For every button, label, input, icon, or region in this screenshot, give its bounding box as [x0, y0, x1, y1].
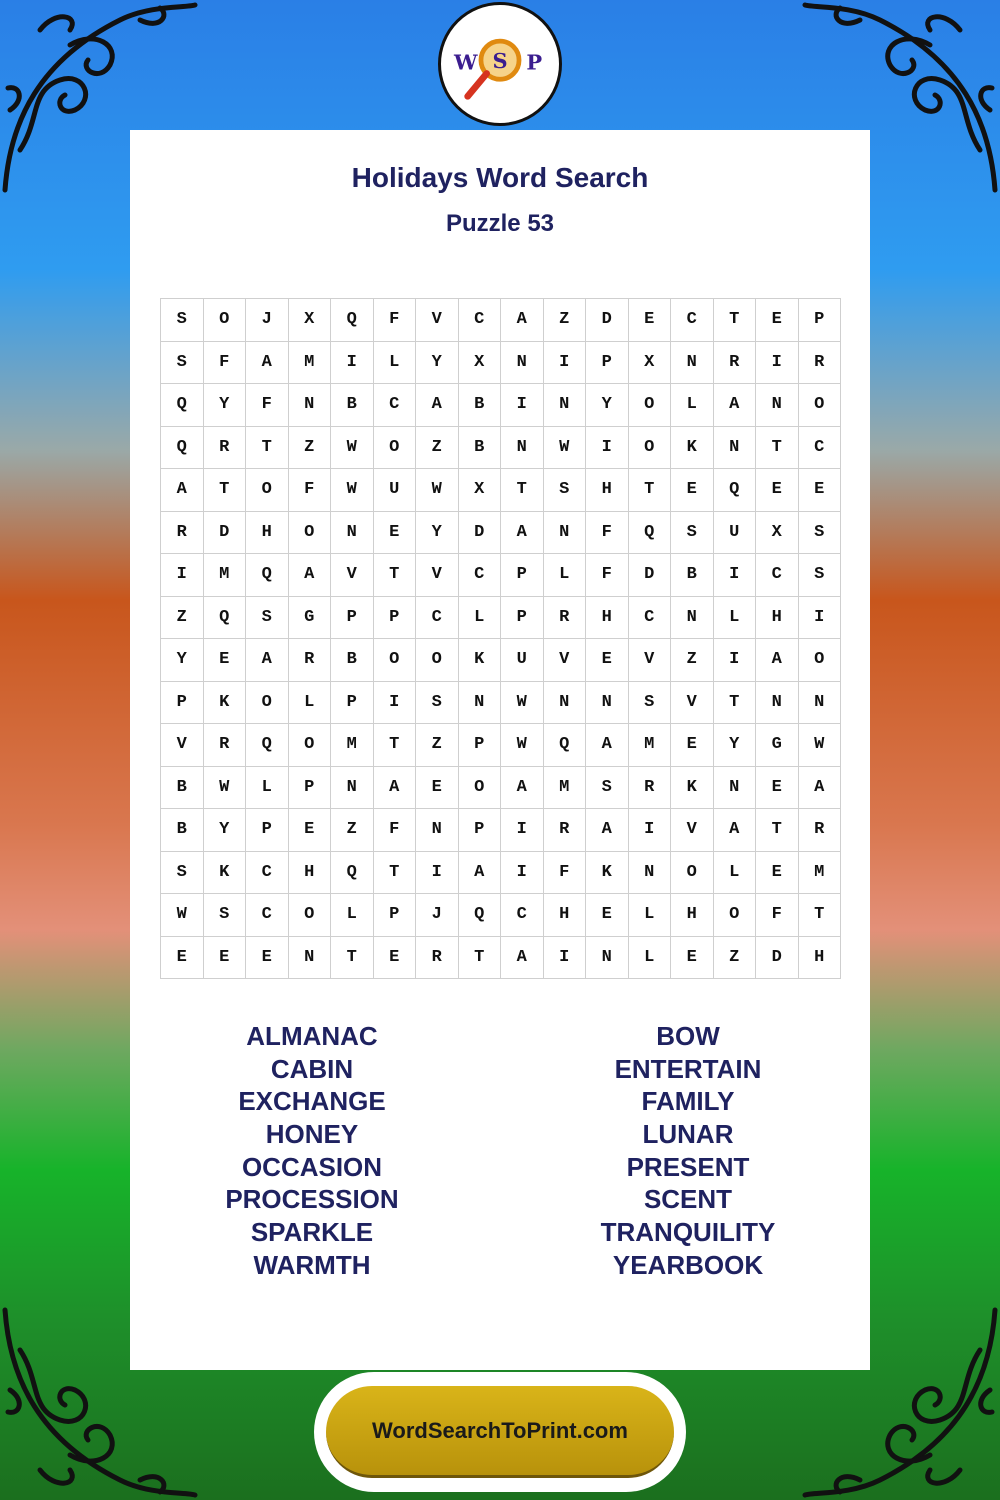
grid-cell[interactable]: A — [246, 639, 289, 682]
grid-cell[interactable]: N — [671, 597, 714, 640]
grid-cell[interactable]: C — [374, 384, 417, 427]
grid-cell[interactable]: Y — [204, 809, 247, 852]
grid-cell[interactable]: M — [629, 724, 672, 767]
grid-cell[interactable]: A — [586, 809, 629, 852]
grid-cell[interactable]: Q — [161, 384, 204, 427]
grid-cell[interactable]: T — [331, 937, 374, 980]
grid-cell[interactable]: E — [671, 937, 714, 980]
grid-cell[interactable]: W — [544, 427, 587, 470]
grid-cell[interactable]: S — [161, 852, 204, 895]
grid-cell[interactable]: V — [416, 299, 459, 342]
grid-cell[interactable]: L — [629, 894, 672, 937]
grid-cell[interactable]: Q — [544, 724, 587, 767]
grid-cell[interactable]: I — [374, 682, 417, 725]
grid-cell[interactable]: K — [204, 682, 247, 725]
grid-cell[interactable]: L — [331, 894, 374, 937]
grid-cell[interactable]: B — [161, 767, 204, 810]
grid-cell[interactable]: V — [629, 639, 672, 682]
grid-cell[interactable]: E — [671, 469, 714, 512]
word-list-item: TRANQUILITY — [600, 1217, 776, 1248]
grid-cell[interactable]: F — [544, 852, 587, 895]
grid-cell[interactable]: N — [289, 384, 332, 427]
grid-cell[interactable]: A — [374, 767, 417, 810]
grid-cell[interactable]: O — [416, 639, 459, 682]
grid-cell[interactable]: F — [586, 512, 629, 555]
grid-cell[interactable]: N — [459, 682, 502, 725]
grid-cell[interactable]: H — [246, 512, 289, 555]
grid-cell[interactable]: I — [756, 342, 799, 385]
grid-cell[interactable]: P — [374, 894, 417, 937]
grid-cell[interactable]: I — [799, 597, 842, 640]
grid-cell[interactable]: B — [331, 384, 374, 427]
grid-cell[interactable]: N — [756, 384, 799, 427]
grid-cell[interactable]: H — [799, 937, 842, 980]
grid-cell[interactable]: L — [246, 767, 289, 810]
grid-cell[interactable]: C — [246, 852, 289, 895]
grid-cell[interactable]: V — [671, 682, 714, 725]
grid-cell[interactable]: C — [501, 894, 544, 937]
grid-cell[interactable]: N — [629, 852, 672, 895]
logo[interactable] — [438, 2, 562, 126]
grid-cell[interactable]: Z — [671, 639, 714, 682]
word-list-item: SCENT — [643, 1184, 733, 1215]
grid-cell[interactable]: A — [501, 937, 544, 980]
grid-cell[interactable]: O — [629, 384, 672, 427]
grid-cell[interactable]: Q — [331, 299, 374, 342]
word-list-item: BOW — [656, 1021, 720, 1051]
grid-cell[interactable]: T — [756, 809, 799, 852]
grid-cell[interactable]: D — [459, 512, 502, 555]
page-title: Holidays Word Search — [351, 162, 649, 193]
grid-cell[interactable]: Y — [416, 342, 459, 385]
grid-cell[interactable]: L — [289, 682, 332, 725]
grid-cell[interactable]: S — [586, 767, 629, 810]
grid-cell[interactable]: D — [204, 512, 247, 555]
grid-cell[interactable]: M — [204, 554, 247, 597]
grid-cell[interactable]: E — [374, 512, 417, 555]
grid-cell[interactable]: Q — [629, 512, 672, 555]
grid-cell[interactable]: C — [459, 299, 502, 342]
word-list-item: WARMTH — [253, 1249, 371, 1280]
grid-cell[interactable]: C — [629, 597, 672, 640]
grid-cell[interactable]: S — [246, 597, 289, 640]
grid-cell[interactable]: Q — [246, 554, 289, 597]
word-list-item: PROCESSION — [225, 1184, 399, 1215]
grid-cell[interactable]: W — [161, 894, 204, 937]
grid-cell[interactable]: C — [416, 597, 459, 640]
grid-cell[interactable]: Q — [161, 427, 204, 470]
grid-cell[interactable]: F — [289, 469, 332, 512]
grid-cell[interactable]: A — [246, 342, 289, 385]
grid-cell[interactable]: A — [501, 299, 544, 342]
grid-cell[interactable]: E — [204, 639, 247, 682]
grid-cell[interactable]: A — [459, 852, 502, 895]
grid-cell[interactable]: V — [331, 554, 374, 597]
grid-cell[interactable]: Z — [416, 427, 459, 470]
grid-cell[interactable]: I — [501, 852, 544, 895]
grid-cell[interactable]: N — [501, 427, 544, 470]
grid-cell[interactable]: R — [161, 512, 204, 555]
grid-cell[interactable]: Y — [416, 512, 459, 555]
grid-cell[interactable]: R — [416, 937, 459, 980]
grid-cell[interactable]: E — [416, 767, 459, 810]
grid-cell[interactable]: I — [416, 852, 459, 895]
grid-cell[interactable]: Z — [416, 724, 459, 767]
grid-cell[interactable]: N — [544, 384, 587, 427]
grid-cell[interactable]: Q — [459, 894, 502, 937]
grid-cell[interactable]: Y — [204, 384, 247, 427]
grid-cell[interactable]: O — [799, 384, 842, 427]
word-list-item: EXCHANGE — [238, 1086, 386, 1117]
grid-cell[interactable]: A — [161, 469, 204, 512]
grid-cell[interactable]: W — [331, 469, 374, 512]
grid-cell[interactable]: I — [714, 554, 757, 597]
word-list-left — [162, 1020, 462, 1282]
grid-cell[interactable]: X — [289, 299, 332, 342]
grid-cell[interactable]: S — [416, 682, 459, 725]
grid-cell[interactable]: I — [501, 809, 544, 852]
grid-cell[interactable]: Y — [714, 724, 757, 767]
grid-cell[interactable]: E — [374, 937, 417, 980]
grid-cell[interactable]: A — [586, 724, 629, 767]
grid-cell[interactable]: U — [714, 512, 757, 555]
word-list-item: ALMANAC — [246, 1021, 378, 1051]
grid-cell[interactable]: L — [459, 597, 502, 640]
grid-cell[interactable]: E — [756, 299, 799, 342]
grid-cell[interactable]: C — [799, 427, 842, 470]
grid-cell[interactable]: N — [586, 937, 629, 980]
grid-cell[interactable]: F — [756, 894, 799, 937]
grid-cell[interactable]: X — [629, 342, 672, 385]
grid-cell[interactable]: Z — [714, 937, 757, 980]
grid-cell[interactable]: C — [756, 554, 799, 597]
letter-grid — [160, 298, 841, 979]
grid-cell[interactable]: B — [161, 809, 204, 852]
grid-cell[interactable]: E — [629, 299, 672, 342]
grid-cell[interactable]: E — [246, 937, 289, 980]
grid-cell[interactable]: S — [629, 682, 672, 725]
grid-cell[interactable]: I — [586, 427, 629, 470]
grid-cell[interactable]: K — [671, 427, 714, 470]
grid-cell[interactable]: O — [671, 852, 714, 895]
logo-letter-p: P — [526, 49, 543, 75]
word-list-item: CABIN — [270, 1053, 354, 1084]
grid-cell[interactable]: O — [246, 469, 289, 512]
grid-cell[interactable]: R — [204, 427, 247, 470]
grid-cell[interactable]: N — [544, 682, 587, 725]
logo-letter-s: S — [492, 47, 508, 73]
grid-cell[interactable]: H — [586, 469, 629, 512]
grid-cell[interactable]: F — [586, 554, 629, 597]
grid-cell[interactable]: E — [799, 469, 842, 512]
grid-cell[interactable]: G — [756, 724, 799, 767]
grid-cell[interactable]: P — [501, 554, 544, 597]
grid-cell[interactable]: A — [756, 639, 799, 682]
grid-cell[interactable]: X — [459, 342, 502, 385]
grid-cell[interactable]: N — [544, 512, 587, 555]
grid-cell[interactable]: B — [459, 384, 502, 427]
grid-cell[interactable]: O — [246, 682, 289, 725]
grid-cell[interactable]: O — [714, 894, 757, 937]
grid-cell[interactable]: N — [586, 682, 629, 725]
grid-cell[interactable]: N — [714, 767, 757, 810]
grid-cell[interactable]: E — [289, 809, 332, 852]
grid-cell[interactable]: E — [756, 767, 799, 810]
grid-cell[interactable]: S — [799, 554, 842, 597]
grid-cell[interactable]: I — [501, 384, 544, 427]
grid-cell[interactable]: U — [501, 639, 544, 682]
word-list-item: FAMILY — [641, 1086, 735, 1117]
grid-cell[interactable]: V — [671, 809, 714, 852]
grid-cell[interactable]: L — [374, 342, 417, 385]
grid-cell[interactable]: A — [799, 767, 842, 810]
grid-cell[interactable]: A — [501, 512, 544, 555]
grid-cell[interactable]: D — [586, 299, 629, 342]
grid-cell[interactable]: R — [544, 809, 587, 852]
grid-cell[interactable]: L — [544, 554, 587, 597]
grid-cell[interactable]: A — [289, 554, 332, 597]
grid-cell[interactable]: S — [544, 469, 587, 512]
grid-cell[interactable]: F — [204, 342, 247, 385]
grid-cell[interactable]: O — [374, 639, 417, 682]
grid-cell[interactable]: S — [799, 512, 842, 555]
grid-cell[interactable]: R — [289, 639, 332, 682]
word-list-item: SPARKLE — [250, 1217, 374, 1248]
grid-cell[interactable]: B — [671, 554, 714, 597]
grid-cell[interactable]: N — [799, 682, 842, 725]
grid-cell[interactable]: T — [459, 937, 502, 980]
grid-cell[interactable]: T — [756, 427, 799, 470]
grid-cell[interactable]: N — [416, 809, 459, 852]
grid-cell[interactable]: W — [501, 724, 544, 767]
grid-cell[interactable]: E — [586, 639, 629, 682]
grid-cell[interactable]: H — [586, 597, 629, 640]
grid-cell[interactable]: I — [161, 554, 204, 597]
grid-cell[interactable]: O — [459, 767, 502, 810]
grid-cell[interactable]: I — [629, 809, 672, 852]
grid-cell[interactable]: T — [629, 469, 672, 512]
grid-cell[interactable]: L — [714, 597, 757, 640]
word-list-item: ENTERTAIN — [614, 1053, 762, 1084]
grid-cell[interactable]: R — [204, 724, 247, 767]
grid-cell[interactable]: B — [459, 427, 502, 470]
puzzle-number: Puzzle 53 — [445, 210, 555, 237]
word-list-item: YEARBOOK — [612, 1249, 764, 1280]
grid-cell[interactable]: U — [374, 469, 417, 512]
grid-cell[interactable]: H — [756, 597, 799, 640]
grid-cell[interactable]: K — [671, 767, 714, 810]
grid-cell[interactable]: J — [416, 894, 459, 937]
grid-cell[interactable]: T — [374, 724, 417, 767]
grid-cell[interactable]: M — [799, 852, 842, 895]
grid-cell[interactable]: O — [799, 639, 842, 682]
grid-cell[interactable]: N — [331, 512, 374, 555]
grid-cell[interactable]: Q — [714, 469, 757, 512]
grid-cell[interactable]: O — [374, 427, 417, 470]
grid-cell[interactable]: L — [714, 852, 757, 895]
grid-cell[interactable]: N — [331, 767, 374, 810]
grid-cell[interactable]: P — [501, 597, 544, 640]
grid-cell[interactable]: A — [416, 384, 459, 427]
grid-cell[interactable]: A — [501, 767, 544, 810]
grid-cell[interactable]: P — [246, 809, 289, 852]
grid-cell[interactable]: Z — [161, 597, 204, 640]
word-list-right — [538, 1020, 838, 1282]
grid-cell[interactable]: A — [714, 809, 757, 852]
magnifier-icon — [468, 74, 487, 97]
grid-cell[interactable]: H — [544, 894, 587, 937]
grid-cell[interactable]: W — [501, 682, 544, 725]
grid-cell[interactable]: K — [586, 852, 629, 895]
grid-cell[interactable]: I — [544, 342, 587, 385]
grid-cell[interactable]: Q — [204, 597, 247, 640]
grid-cell[interactable]: Q — [246, 724, 289, 767]
word-list-item: HONEY — [265, 1119, 359, 1150]
grid-cell[interactable]: P — [374, 597, 417, 640]
grid-cell[interactable]: N — [501, 342, 544, 385]
grid-cell[interactable]: C — [459, 554, 502, 597]
grid-cell[interactable]: Z — [289, 427, 332, 470]
grid-cell[interactable]: M — [289, 342, 332, 385]
grid-cell[interactable]: X — [459, 469, 502, 512]
grid-cell[interactable]: T — [204, 469, 247, 512]
grid-cell[interactable]: P — [459, 724, 502, 767]
grid-cell[interactable]: O — [204, 299, 247, 342]
grid-cell[interactable]: M — [331, 724, 374, 767]
grid-cell[interactable]: P — [799, 299, 842, 342]
grid-cell[interactable]: O — [289, 512, 332, 555]
site-link-button[interactable]: WordSearchToPrint.com — [326, 1386, 674, 1478]
grid-cell[interactable]: V — [161, 724, 204, 767]
grid-cell[interactable]: I — [544, 937, 587, 980]
grid-cell[interactable]: N — [671, 342, 714, 385]
grid-cell[interactable]: F — [374, 809, 417, 852]
grid-cell[interactable]: L — [671, 384, 714, 427]
grid-cell[interactable]: O — [629, 427, 672, 470]
grid-cell[interactable]: E — [756, 469, 799, 512]
grid-cell[interactable]: F — [374, 299, 417, 342]
grid-cell[interactable]: V — [416, 554, 459, 597]
grid-cell[interactable]: D — [756, 937, 799, 980]
grid-cell[interactable]: X — [756, 512, 799, 555]
grid-cell[interactable]: T — [374, 852, 417, 895]
grid-cell[interactable]: E — [671, 724, 714, 767]
grid-cell[interactable]: S — [204, 894, 247, 937]
grid-cell[interactable]: K — [459, 639, 502, 682]
grid-cell[interactable]: P — [331, 597, 374, 640]
grid-cell[interactable]: W — [799, 724, 842, 767]
grid-cell[interactable]: A — [714, 384, 757, 427]
grid-cell[interactable]: C — [246, 894, 289, 937]
grid-cell[interactable]: T — [501, 469, 544, 512]
grid-cell[interactable]: R — [799, 809, 842, 852]
grid-cell[interactable]: S — [161, 342, 204, 385]
grid-cell[interactable]: O — [289, 724, 332, 767]
grid-cell[interactable]: T — [714, 299, 757, 342]
grid-cell[interactable]: N — [714, 427, 757, 470]
grid-cell[interactable]: V — [544, 639, 587, 682]
grid-cell[interactable]: E — [161, 937, 204, 980]
grid-cell[interactable]: T — [246, 427, 289, 470]
grid-cell[interactable]: W — [331, 427, 374, 470]
word-list-item: OCCASION — [241, 1151, 383, 1182]
grid-cell[interactable]: T — [374, 554, 417, 597]
grid-cell[interactable]: H — [671, 894, 714, 937]
grid-cell[interactable]: N — [289, 937, 332, 980]
grid-cell[interactable]: I — [331, 342, 374, 385]
grid-cell[interactable]: R — [799, 342, 842, 385]
grid-cell[interactable]: E — [756, 852, 799, 895]
grid-cell[interactable]: Z — [544, 299, 587, 342]
grid-cell[interactable]: R — [544, 597, 587, 640]
grid-cell[interactable]: S — [671, 512, 714, 555]
grid-cell[interactable]: M — [544, 767, 587, 810]
logo-letter-w: W — [453, 49, 478, 75]
grid-cell[interactable]: R — [629, 767, 672, 810]
grid-cell[interactable]: R — [714, 342, 757, 385]
grid-cell[interactable]: Y — [586, 384, 629, 427]
word-list-item: LUNAR — [642, 1119, 734, 1150]
grid-cell[interactable]: W — [204, 767, 247, 810]
footer — [314, 1372, 686, 1492]
grid-cell[interactable]: O — [289, 894, 332, 937]
grid-cell[interactable]: N — [756, 682, 799, 725]
grid-cell[interactable]: C — [671, 299, 714, 342]
grid-cell[interactable]: I — [714, 639, 757, 682]
grid-cell[interactable]: Q — [331, 852, 374, 895]
grid-cell[interactable]: H — [289, 852, 332, 895]
grid-cell[interactable]: T — [714, 682, 757, 725]
grid-cell[interactable]: E — [586, 894, 629, 937]
grid-cell[interactable]: P — [161, 682, 204, 725]
grid-cell[interactable]: S — [161, 299, 204, 342]
grid-cell[interactable]: F — [246, 384, 289, 427]
grid-cell[interactable]: Y — [161, 639, 204, 682]
grid-cell[interactable]: D — [629, 554, 672, 597]
grid-cell[interactable]: K — [204, 852, 247, 895]
grid-cell[interactable]: L — [629, 937, 672, 980]
grid-cell[interactable]: P — [459, 809, 502, 852]
grid-cell[interactable]: T — [799, 894, 842, 937]
grid-cell[interactable]: E — [204, 937, 247, 980]
grid-cell[interactable]: P — [289, 767, 332, 810]
grid-cell[interactable]: B — [331, 639, 374, 682]
grid-cell[interactable]: P — [586, 342, 629, 385]
grid-cell[interactable]: G — [289, 597, 332, 640]
grid-cell[interactable]: P — [331, 682, 374, 725]
grid-cell[interactable]: W — [416, 469, 459, 512]
grid-cell[interactable]: Z — [331, 809, 374, 852]
word-list-item: PRESENT — [626, 1151, 750, 1182]
puzzle-panel — [130, 130, 870, 1370]
grid-cell[interactable]: J — [246, 299, 289, 342]
